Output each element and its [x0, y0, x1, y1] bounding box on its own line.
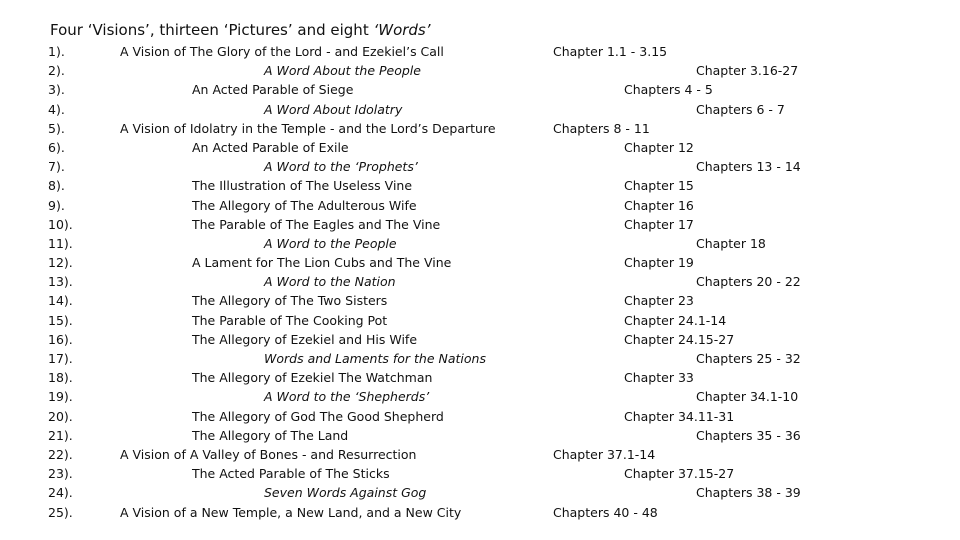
item-chapter-reference: Chapter 18: [696, 235, 766, 251]
item-description: The Allegory of The Two Sisters: [192, 293, 388, 309]
list-item: [0, 368, 960, 387]
item-description: Seven Words Against Gog: [264, 485, 427, 501]
item-chapter-reference: Chapter 1.1 - 3.15: [553, 44, 668, 59]
item-description: The Allegory of The Land: [192, 427, 349, 443]
item-description: A Word About the People: [264, 63, 421, 79]
item-number: 16).: [48, 331, 73, 347]
item-description: The Acted Parable of The Sticks: [192, 466, 390, 482]
list-item: [0, 234, 960, 253]
item-number: 6).: [48, 139, 65, 155]
item-chapter-reference: Chapter 24.1-14: [624, 312, 727, 328]
item-description: An Acted Parable of Siege: [192, 82, 354, 98]
list-item: [0, 503, 960, 522]
item-description: A Word to the People: [264, 235, 397, 251]
list-item: [0, 387, 960, 406]
item-chapter-reference: Chapter 33: [624, 370, 694, 386]
list-item: [0, 426, 960, 445]
item-chapter-reference: Chapters 40 - 48: [553, 504, 658, 520]
item-description: A Vision of Idolatry in the Temple - and the Lord’s Departure: [120, 120, 496, 136]
item-number: 24).: [48, 485, 73, 501]
list-item: [0, 483, 960, 502]
item-number: 11).: [48, 235, 73, 251]
item-chapter-reference: Chapter 24.15-27: [624, 331, 735, 347]
item-chapter-reference: Chapters 6 - 7: [696, 101, 785, 117]
item-chapter-reference: Chapter 19: [624, 255, 694, 271]
title-italic: ‘Words’: [373, 21, 431, 39]
item-chapter-reference: Chapter 23: [624, 293, 694, 309]
item-number: 10).: [48, 216, 73, 232]
list-item: [0, 407, 960, 426]
item-number: 13).: [48, 274, 73, 290]
item-number: 12).: [48, 255, 73, 271]
list-item: [0, 100, 960, 119]
item-chapter-reference: Chapters 20 - 22: [696, 274, 801, 290]
item-chapter-reference: Chapters 8 - 11: [553, 120, 650, 136]
list-item: [0, 291, 960, 310]
item-description: A Word to the ‘Shepherds’: [264, 389, 430, 405]
item-chapter-reference: Chapter 37.15-27: [624, 466, 735, 482]
list-item: [0, 80, 960, 99]
list-item: [0, 215, 960, 234]
list-item: [0, 157, 960, 176]
item-description: The Illustration of The Useless Vine: [192, 178, 413, 194]
list-item: [0, 330, 960, 349]
item-description: A Word About Idolatry: [264, 101, 403, 117]
item-number: 7).: [48, 159, 65, 175]
item-chapter-reference: Chapter 34.1-10: [696, 389, 799, 405]
item-description: The Allegory of Ezekiel The Watchman: [192, 370, 433, 386]
item-number: 19).: [48, 389, 73, 405]
list-item: [0, 311, 960, 330]
item-chapter-reference: Chapters 4 - 5: [624, 82, 713, 98]
list-item: [0, 176, 960, 195]
item-description: The Allegory of The Adulterous Wife: [192, 197, 417, 213]
item-chapter-reference: Chapter 3.16-27: [696, 63, 799, 79]
item-description: A Vision of The Glory of the Lord - and Ezekiel’s Call: [120, 44, 444, 59]
title-prefix: Four ‘Visions’, thirteen ‘Pictures’ and eight: [50, 21, 374, 39]
outline-list: [0, 42, 960, 522]
item-number: 1).: [48, 44, 65, 59]
list-item: [0, 253, 960, 272]
item-chapter-reference: Chapter 37.1-14: [553, 446, 656, 462]
item-number: 14).: [48, 293, 73, 309]
item-description: The Parable of The Cooking Pot: [192, 312, 388, 328]
list-item: [0, 138, 960, 157]
item-description: An Acted Parable of Exile: [192, 139, 349, 155]
item-number: 8).: [48, 178, 65, 194]
item-number: 3).: [48, 82, 65, 98]
item-number: 5).: [48, 120, 65, 136]
item-number: 25).: [48, 504, 73, 520]
list-item: [0, 272, 960, 291]
item-chapter-reference: Chapter 16: [624, 197, 694, 213]
item-number: 9).: [48, 197, 65, 213]
list-item: [0, 119, 960, 138]
item-number: 15).: [48, 312, 73, 328]
item-chapter-reference: Chapters 35 - 36: [696, 427, 801, 443]
list-item: [0, 42, 960, 61]
item-number: 4).: [48, 101, 65, 117]
item-number: 2).: [48, 63, 65, 79]
item-chapter-reference: Chapters 38 - 39: [696, 485, 801, 501]
item-chapter-reference: Chapters 25 - 32: [696, 351, 801, 366]
list-item: [0, 196, 960, 215]
list-item: [0, 445, 960, 464]
list-item: [0, 349, 960, 368]
item-description: The Allegory of Ezekiel and His Wife: [192, 331, 418, 347]
item-number: 17).: [48, 351, 73, 366]
item-description: A Vision of A Valley of Bones - and Resurrection: [120, 446, 417, 462]
item-chapter-reference: Chapters 13 - 14: [696, 159, 801, 175]
item-chapter-reference: Chapter 12: [624, 139, 694, 155]
item-description: A Lament for The Lion Cubs and The Vine: [192, 255, 452, 271]
list-item: [0, 464, 960, 483]
page-title: [50, 21, 431, 39]
item-description: A Word to the Nation: [264, 274, 396, 290]
item-description: A Vision of a New Temple, a New Land, and a New City: [120, 504, 462, 520]
item-description: A Word to the ‘Prophets’: [264, 159, 418, 175]
item-chapter-reference: Chapter 17: [624, 216, 694, 232]
list-item: [0, 61, 960, 80]
item-number: 20).: [48, 408, 73, 424]
item-chapter-reference: Chapter 15: [624, 178, 694, 194]
item-description: The Allegory of God The Good Shepherd: [192, 408, 444, 424]
item-number: 18).: [48, 370, 73, 386]
item-description: The Parable of The Eagles and The Vine: [192, 216, 441, 232]
item-number: 22).: [48, 446, 73, 462]
item-chapter-reference: Chapter 34.11-31: [624, 408, 735, 424]
item-description: Words and Laments for the Nations: [264, 351, 486, 366]
item-number: 23).: [48, 466, 73, 482]
item-number: 21).: [48, 427, 73, 443]
